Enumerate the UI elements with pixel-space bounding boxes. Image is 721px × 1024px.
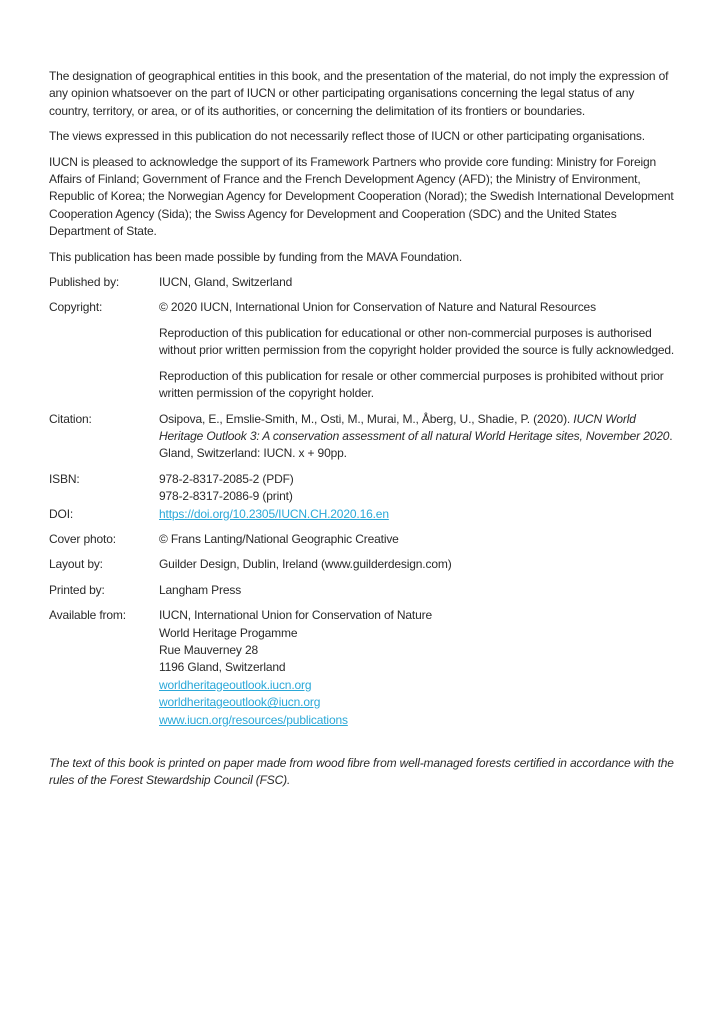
citation-title: IUCN World Heritage Outlook 3: A conservation assessment of all natural World Heritage sites, November 2020 [159,411,670,443]
copyright-value: © 2020 IUCN, International Union for Conservation of Nature and Natural Resources [159,300,596,315]
layout-row [49,556,675,573]
citation-rest: . Gland, Switzerland: IUCN. x + 90pp. [159,428,673,461]
publications-link[interactable]: www.iucn.org/resources/publications [159,712,348,727]
reproduction-resale: Reproduction of this publication for resale or other commercial purposes is prohibited without prior written permission of the copyright holder. [159,368,664,401]
copyright-label: Copyright: [49,300,103,315]
isbn-print: 978-2-8317-2086-9 (print) [159,489,293,504]
address-line: World Heritage Progamme [159,625,298,640]
available-row [49,607,675,729]
partners-acknowledgement: IUCN is pleased to acknowledge the support of its Framework Partners who provide core funding: Ministry for Foreign Affairs of Finland; Government of France and the French Development Agency (AFD); the Ministry of Environment, Republic of Korea; the Norwegian Agency for Development Cooperation (Norad); the Swedish International Development Cooperation Agency (Sida); the Swiss Agency for Development and Cooperation (SDC) and the United States Department of State. [49,154,674,239]
citation-row [49,411,675,463]
doi-label: DOI: [49,506,74,521]
funding-statement: This publication has been made possible by funding from the MAVA Foundation. [49,249,463,264]
reproduction-educational: Reproduction of this publication for educational or other non-commercial purposes is authorised without prior written permission from the copyright holder provided the source is fully acknowledged. [159,325,675,358]
website-link[interactable]: worldheritageoutlook.iucn.org [159,677,312,692]
published-value: IUCN, Gland, Switzerland [159,275,293,290]
address-line: IUCN, International Union for Conservation of Nature [159,608,433,623]
isbn-pdf: 978-2-8317-2085-2 (PDF) [159,471,294,486]
cover-photo-value: © Frans Lanting/National Geographic Creative [159,531,399,546]
printed-value: Langham Press [159,582,242,597]
printed-row [49,582,675,599]
copyright-row [49,299,675,402]
isbn-label: ISBN: [49,471,80,486]
designation-disclaimer: The designation of geographical entities in this book, and the presentation of the material, do not imply the expression of any opinion whatsoever on the part of IUCN or other participating organisations concerning the legal status of any country, territory, or area, or of its authorities, or concerning the delimitation of its frontiers or boundaries. [49,69,669,118]
isbn-row [49,471,675,506]
published-row [49,274,675,291]
doi-row [49,506,675,523]
email-link[interactable]: worldheritageoutlook@iucn.org [159,695,321,710]
doi-link[interactable]: https://doi.org/10.2305/IUCN.CH.2020.16.en [159,506,389,521]
available-label: Available from: [49,608,126,623]
address-line: 1196 Gland, Switzerland [159,660,286,675]
views-disclaimer: The views expressed in this publication do not necessarily reflect those of IUCN or other participating organisations. [49,129,645,144]
citation-value [159,411,675,463]
imprint-page [49,68,675,798]
layout-label: Layout by: [49,557,103,572]
fsc-note: The text of this book is printed on paper made from wood fibre from well-managed forests certified in accordance with the rules of the Forest Stewardship Council (FSC). [49,756,674,788]
citation-label: Citation: [49,411,92,426]
published-label: Published by: [49,275,120,290]
layout-value: Guilder Design, Dublin, Ireland (www.guilderdesign.com) [159,557,452,572]
address-line: Rue Mauverney 28 [159,642,258,657]
cover-photo-label: Cover photo: [49,531,116,546]
cover-photo-row [49,531,675,548]
citation-authors: Osipova, E., Emslie-Smith, M., Osti, M., Murai, M., Åberg, U., Shadie, P. (2020). [159,411,574,426]
printed-label: Printed by: [49,582,105,597]
